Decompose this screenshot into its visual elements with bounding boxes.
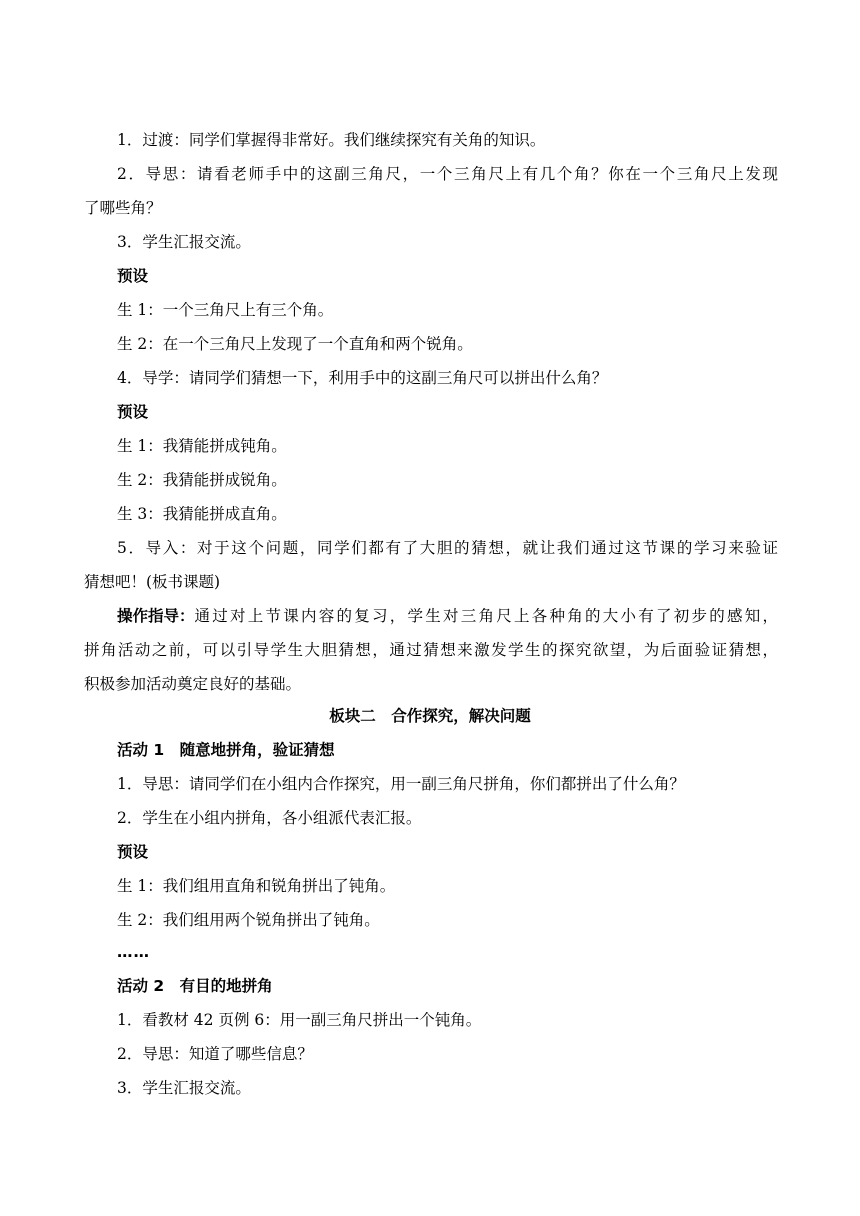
paragraph-guide-learn: 4．导学：请同学们猜想一下，利用手中的这副三角尺可以拼出什么角？ [117, 369, 608, 387]
paragraph-introduction: 5．导入：对于这个问题，同学们都有了大胆的猜想，就让我们通过这节课的学习来验证 [117, 539, 778, 557]
student-answer: 生 2：在一个三角尺上发现了一个直角和两个锐角。 [117, 335, 473, 353]
activity-heading: 活动 2 有目的地拼角 [117, 977, 273, 995]
student-answer: 生 1：我们组用直角和锐角拼出了钝角。 [117, 877, 396, 895]
paragraph-report: 3．学生汇报交流。 [117, 1079, 251, 1097]
paragraph-textbook-example: 1．看教材 42 页例 6：用一副三角尺拼出一个钝角。 [117, 1011, 482, 1029]
student-answer: 生 1：一个三角尺上有三个角。 [117, 301, 334, 319]
operation-guide-cont: 积极参加活动奠定良好的基础。 [84, 675, 302, 693]
ellipsis: …… [117, 943, 150, 961]
student-answer: 生 3：我猜能拼成直角。 [117, 505, 287, 523]
operation-guide-text: 通过对上节课内容的复习，学生对三角尺上各种角的大小有了初步的感知， [194, 607, 778, 625]
activity-heading: 活动 1 随意地拼角，验证猜想 [117, 741, 335, 759]
preset-heading: 预设 [117, 403, 149, 421]
paragraph-report: 3．学生汇报交流。 [117, 233, 251, 251]
paragraph-activity-guide: 1．导思：请同学们在小组内合作探究，用一副三角尺拼角，你们都拼出了什么角？ [117, 775, 685, 793]
student-answer: 生 2：我们组用两个锐角拼出了钝角。 [117, 911, 380, 929]
paragraph-introduction-cont: 猜想吧！(板书课题) [84, 573, 221, 591]
paragraph-guide-info: 2．导思：知道了哪些信息？ [117, 1045, 313, 1063]
student-answer: 生 2：我猜能拼成锐角。 [117, 471, 287, 489]
operation-guide-label: 操作指导： [117, 607, 195, 625]
paragraph-activity-report: 2．学生在小组内拼角，各小组派代表汇报。 [117, 809, 422, 827]
paragraph-guide-think: 2．导思：请看老师手中的这副三角尺，一个三角尺上有几个角？你在一个三角尺上发现 [117, 165, 778, 183]
preset-heading: 预设 [117, 843, 149, 861]
operation-guide-cont: 拼角活动之前，可以引导学生大胆猜想，通过猜想来激发学生的探究欲望，为后面验证猜想， [84, 641, 778, 659]
student-answer: 生 1：我猜能拼成钝角。 [117, 437, 287, 455]
paragraph-transition: 1．过渡：同学们掌握得非常好。我们继续探究有关角的知识。 [117, 131, 546, 149]
preset-heading: 预设 [117, 267, 149, 285]
operation-guide [117, 606, 778, 626]
paragraph-guide-think-cont: 了哪些角？ [84, 199, 162, 217]
section-heading: 板块二 合作探究，解决问题 [329, 707, 531, 725]
